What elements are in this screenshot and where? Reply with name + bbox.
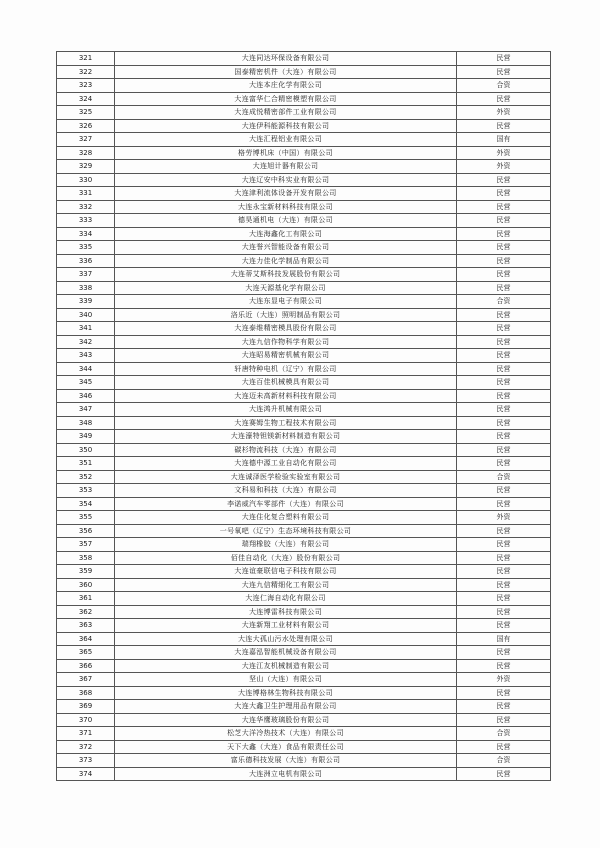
- row-number: 345: [57, 376, 115, 390]
- table-row: [57, 146, 551, 160]
- table-row: [57, 227, 551, 241]
- company-name: 文科易和科技（大连）有限公司: [115, 484, 457, 498]
- table-row: [57, 767, 551, 781]
- company-name: 大连仁海自动化有限公司: [115, 592, 457, 606]
- row-number: 348: [57, 416, 115, 430]
- company-name: 一号氧吧（辽宁）生态环境科技有限公司: [115, 524, 457, 538]
- company-name: 国泰精密机件（大连）有限公司: [115, 65, 457, 79]
- ownership-type: 民营: [457, 214, 551, 228]
- row-number: 350: [57, 443, 115, 457]
- company-name: 大连永宝新材料科技有限公司: [115, 200, 457, 214]
- row-number: 356: [57, 524, 115, 538]
- row-number: 326: [57, 119, 115, 133]
- ownership-type: 民营: [457, 767, 551, 781]
- ownership-type: 民营: [457, 430, 551, 444]
- enterprise-list-table: [56, 51, 551, 781]
- ownership-type: 民营: [457, 173, 551, 187]
- row-number: 364: [57, 632, 115, 646]
- company-name: 大连博雷科技有限公司: [115, 605, 457, 619]
- row-number: 324: [57, 92, 115, 106]
- company-name: 李诺威汽车零部件（大连）有限公司: [115, 497, 457, 511]
- company-name: 大连洲立电机有限公司: [115, 767, 457, 781]
- row-number: 340: [57, 308, 115, 322]
- ownership-type: 民营: [457, 457, 551, 471]
- ownership-type: 民营: [457, 659, 551, 673]
- table-row: [57, 497, 551, 511]
- row-number: 371: [57, 727, 115, 741]
- table-row: [57, 457, 551, 471]
- company-name: 坚山（大连）有限公司: [115, 673, 457, 687]
- company-name: 大连力佳化学制品有限公司: [115, 254, 457, 268]
- ownership-type: 民营: [457, 538, 551, 552]
- company-name: 大连百佳机械模具有限公司: [115, 376, 457, 390]
- row-number: 347: [57, 403, 115, 417]
- row-number: 360: [57, 578, 115, 592]
- ownership-type: 民营: [457, 227, 551, 241]
- table-row: [57, 403, 551, 417]
- row-number: 331: [57, 187, 115, 201]
- ownership-type: 民营: [457, 119, 551, 133]
- row-number: 335: [57, 241, 115, 255]
- row-number: 355: [57, 511, 115, 525]
- table-row: [57, 65, 551, 79]
- row-number: 325: [57, 106, 115, 120]
- table-row: [57, 133, 551, 147]
- ownership-type: 外资: [457, 673, 551, 687]
- company-name: 大连新翔工业材料有限公司: [115, 619, 457, 633]
- company-name: 大连天源基化学有限公司: [115, 281, 457, 295]
- table-row: [57, 119, 551, 133]
- row-number: 321: [57, 52, 115, 66]
- table-row: [57, 92, 551, 106]
- row-number: 353: [57, 484, 115, 498]
- table-row: [57, 349, 551, 363]
- table-row: [57, 430, 551, 444]
- row-number: 369: [57, 700, 115, 714]
- table-row: [57, 254, 551, 268]
- company-name: 大连赛姆生物工程技术有限公司: [115, 416, 457, 430]
- row-number: 330: [57, 173, 115, 187]
- row-number: 365: [57, 646, 115, 660]
- company-name: 大连大孤山污水处理有限公司: [115, 632, 457, 646]
- table-row: [57, 700, 551, 714]
- company-name: 大连濠特钽镁新材料制造有限公司: [115, 430, 457, 444]
- ownership-type: 民营: [457, 403, 551, 417]
- ownership-type: 民营: [457, 484, 551, 498]
- table-row: [57, 754, 551, 768]
- company-name: 大连鸿升机械有限公司: [115, 403, 457, 417]
- company-name: 大连誉兴智能设备有限公司: [115, 241, 457, 255]
- table-row: [57, 592, 551, 606]
- company-name: 大连东显电子有限公司: [115, 295, 457, 309]
- row-number: 341: [57, 322, 115, 336]
- ownership-type: 民营: [457, 92, 551, 106]
- row-number: 342: [57, 335, 115, 349]
- table-row: [57, 565, 551, 579]
- ownership-type: 合资: [457, 295, 551, 309]
- ownership-type: 民营: [457, 605, 551, 619]
- row-number: 372: [57, 740, 115, 754]
- row-number: 367: [57, 673, 115, 687]
- company-name: 轩唐特种电机（辽宁）有限公司: [115, 362, 457, 376]
- company-name: 大连江友机械制造有限公司: [115, 659, 457, 673]
- row-number: 358: [57, 551, 115, 565]
- table-row: [57, 362, 551, 376]
- row-number: 349: [57, 430, 115, 444]
- ownership-type: 民营: [457, 416, 551, 430]
- table-row: [57, 713, 551, 727]
- ownership-type: 民营: [457, 241, 551, 255]
- table-row: [57, 551, 551, 565]
- company-name: 大连住化复合塑料有限公司: [115, 511, 457, 525]
- row-number: 370: [57, 713, 115, 727]
- table-row: [57, 308, 551, 322]
- ownership-type: 民营: [457, 335, 551, 349]
- row-number: 333: [57, 214, 115, 228]
- row-number: 336: [57, 254, 115, 268]
- row-number: 357: [57, 538, 115, 552]
- ownership-type: 民营: [457, 700, 551, 714]
- company-name: 大连华鹰玻璃股份有限公司: [115, 713, 457, 727]
- company-name: 大连迈未高新材料科技有限公司: [115, 389, 457, 403]
- row-number: 329: [57, 160, 115, 174]
- company-name: 大连九信精细化工有限公司: [115, 578, 457, 592]
- row-number: 344: [57, 362, 115, 376]
- row-number: 323: [57, 79, 115, 93]
- table-row: [57, 578, 551, 592]
- table-row: [57, 268, 551, 282]
- row-number: 337: [57, 268, 115, 282]
- row-number: 359: [57, 565, 115, 579]
- company-name: 大连谊豪联信电子科技有限公司: [115, 565, 457, 579]
- table-row: [57, 673, 551, 687]
- row-number: 373: [57, 754, 115, 768]
- table-row: [57, 322, 551, 336]
- table-row: [57, 646, 551, 660]
- table-row: [57, 106, 551, 120]
- ownership-type: 民营: [457, 65, 551, 79]
- table-row: [57, 511, 551, 525]
- company-name: 格劳博机床（中国）有限公司: [115, 146, 457, 160]
- company-name: 大连诚泽医学检验实验室有限公司: [115, 470, 457, 484]
- ownership-type: 民营: [457, 389, 551, 403]
- ownership-type: 国有: [457, 632, 551, 646]
- row-number: 354: [57, 497, 115, 511]
- company-name: 大连伊科能源科技有限公司: [115, 119, 457, 133]
- ownership-type: 合资: [457, 470, 551, 484]
- company-name: 大连昭易精密机械有限公司: [115, 349, 457, 363]
- table-row: [57, 335, 551, 349]
- company-name: 大连成悦精密部件工业有限公司: [115, 106, 457, 120]
- row-number: 352: [57, 470, 115, 484]
- table-row: [57, 619, 551, 633]
- row-number: 351: [57, 457, 115, 471]
- table-row: [57, 52, 551, 66]
- row-number: 334: [57, 227, 115, 241]
- table-row: [57, 241, 551, 255]
- ownership-type: 民营: [457, 497, 551, 511]
- ownership-type: 外资: [457, 106, 551, 120]
- table-row: [57, 173, 551, 187]
- company-name: 大连汇程铝业有限公司: [115, 133, 457, 147]
- ownership-type: 民营: [457, 349, 551, 363]
- row-number: 366: [57, 659, 115, 673]
- table-row: [57, 632, 551, 646]
- company-name: 大连大鑫卫生护理用品有限公司: [115, 700, 457, 714]
- company-name: 大连旭计器有限公司: [115, 160, 457, 174]
- company-name: 大连津利流体设备开发有限公司: [115, 187, 457, 201]
- row-number: 361: [57, 592, 115, 606]
- ownership-type: 民营: [457, 551, 551, 565]
- ownership-type: 民营: [457, 592, 551, 606]
- ownership-type: 合资: [457, 754, 551, 768]
- row-number: 339: [57, 295, 115, 309]
- ownership-type: 民营: [457, 619, 551, 633]
- table-row: [57, 484, 551, 498]
- ownership-type: 民营: [457, 254, 551, 268]
- row-number: 363: [57, 619, 115, 633]
- company-name: 大连辽安中科实业有限公司: [115, 173, 457, 187]
- company-name: 大连嘉泓智能机械设备有限公司: [115, 646, 457, 660]
- company-name: 洛乐近（大连）照明制品有限公司: [115, 308, 457, 322]
- ownership-type: 民营: [457, 200, 551, 214]
- row-number: 374: [57, 767, 115, 781]
- row-number: 322: [57, 65, 115, 79]
- ownership-type: 合资: [457, 727, 551, 741]
- ownership-type: 民营: [457, 713, 551, 727]
- ownership-type: 民营: [457, 362, 551, 376]
- table-row: [57, 389, 551, 403]
- ownership-type: 民营: [457, 376, 551, 390]
- ownership-type: 外资: [457, 160, 551, 174]
- company-name: 大连德中源工业自动化有限公司: [115, 457, 457, 471]
- row-number: 338: [57, 281, 115, 295]
- ownership-type: 民营: [457, 565, 551, 579]
- table-row: [57, 416, 551, 430]
- ownership-type: 民营: [457, 524, 551, 538]
- ownership-type: 民营: [457, 281, 551, 295]
- ownership-type: 民营: [457, 308, 551, 322]
- table-row: [57, 686, 551, 700]
- ownership-type: 民营: [457, 646, 551, 660]
- ownership-type: 民营: [457, 268, 551, 282]
- table-row: [57, 538, 551, 552]
- table-row: [57, 214, 551, 228]
- ownership-type: 外资: [457, 511, 551, 525]
- ownership-type: 民营: [457, 187, 551, 201]
- table-row: [57, 727, 551, 741]
- table-row: [57, 470, 551, 484]
- row-number: 327: [57, 133, 115, 147]
- company-name: 瑞翔橡胶（大连）有限公司: [115, 538, 457, 552]
- ownership-type: 民营: [457, 52, 551, 66]
- company-name: 大连同达环保设备有限公司: [115, 52, 457, 66]
- table-row: [57, 659, 551, 673]
- table-row: [57, 200, 551, 214]
- row-number: 362: [57, 605, 115, 619]
- company-name: 佰佳自动化（大连）股份有限公司: [115, 551, 457, 565]
- ownership-type: 民营: [457, 578, 551, 592]
- table-row: [57, 281, 551, 295]
- company-name: 大连海鑫化工有限公司: [115, 227, 457, 241]
- company-name: 松芝大洋冷热技术（大连）有限公司: [115, 727, 457, 741]
- ownership-type: 外资: [457, 146, 551, 160]
- company-name: 大连富华仁合精密模塑有限公司: [115, 92, 457, 106]
- company-name: 碳杉物流科技（大连）有限公司: [115, 443, 457, 457]
- company-name: 富乐德科技发展（大连）有限公司: [115, 754, 457, 768]
- row-number: 346: [57, 389, 115, 403]
- table-row: [57, 160, 551, 174]
- table-body: [57, 52, 551, 781]
- row-number: 332: [57, 200, 115, 214]
- ownership-type: 民营: [457, 443, 551, 457]
- table-row: [57, 376, 551, 390]
- company-name: 天下大鑫（大连）食品有限责任公司: [115, 740, 457, 754]
- company-name: 德昊通机电（大连）有限公司: [115, 214, 457, 228]
- company-name: 大连本庄化学有限公司: [115, 79, 457, 93]
- row-number: 328: [57, 146, 115, 160]
- table-row: [57, 79, 551, 93]
- table-row: [57, 524, 551, 538]
- company-name: 大连博格林生物科技有限公司: [115, 686, 457, 700]
- ownership-type: 民营: [457, 322, 551, 336]
- company-name: 大连九信作物科学有限公司: [115, 335, 457, 349]
- table-row: [57, 295, 551, 309]
- table-row: [57, 740, 551, 754]
- row-number: 343: [57, 349, 115, 363]
- ownership-type: 合资: [457, 79, 551, 93]
- table-row: [57, 187, 551, 201]
- ownership-type: 民营: [457, 686, 551, 700]
- ownership-type: 国有: [457, 133, 551, 147]
- ownership-type: 民营: [457, 740, 551, 754]
- company-name: 大连蒂艾斯科技发展股份有限公司: [115, 268, 457, 282]
- table-row: [57, 605, 551, 619]
- table-row: [57, 443, 551, 457]
- company-name: 大连泰维精密模具股份有限公司: [115, 322, 457, 336]
- row-number: 368: [57, 686, 115, 700]
